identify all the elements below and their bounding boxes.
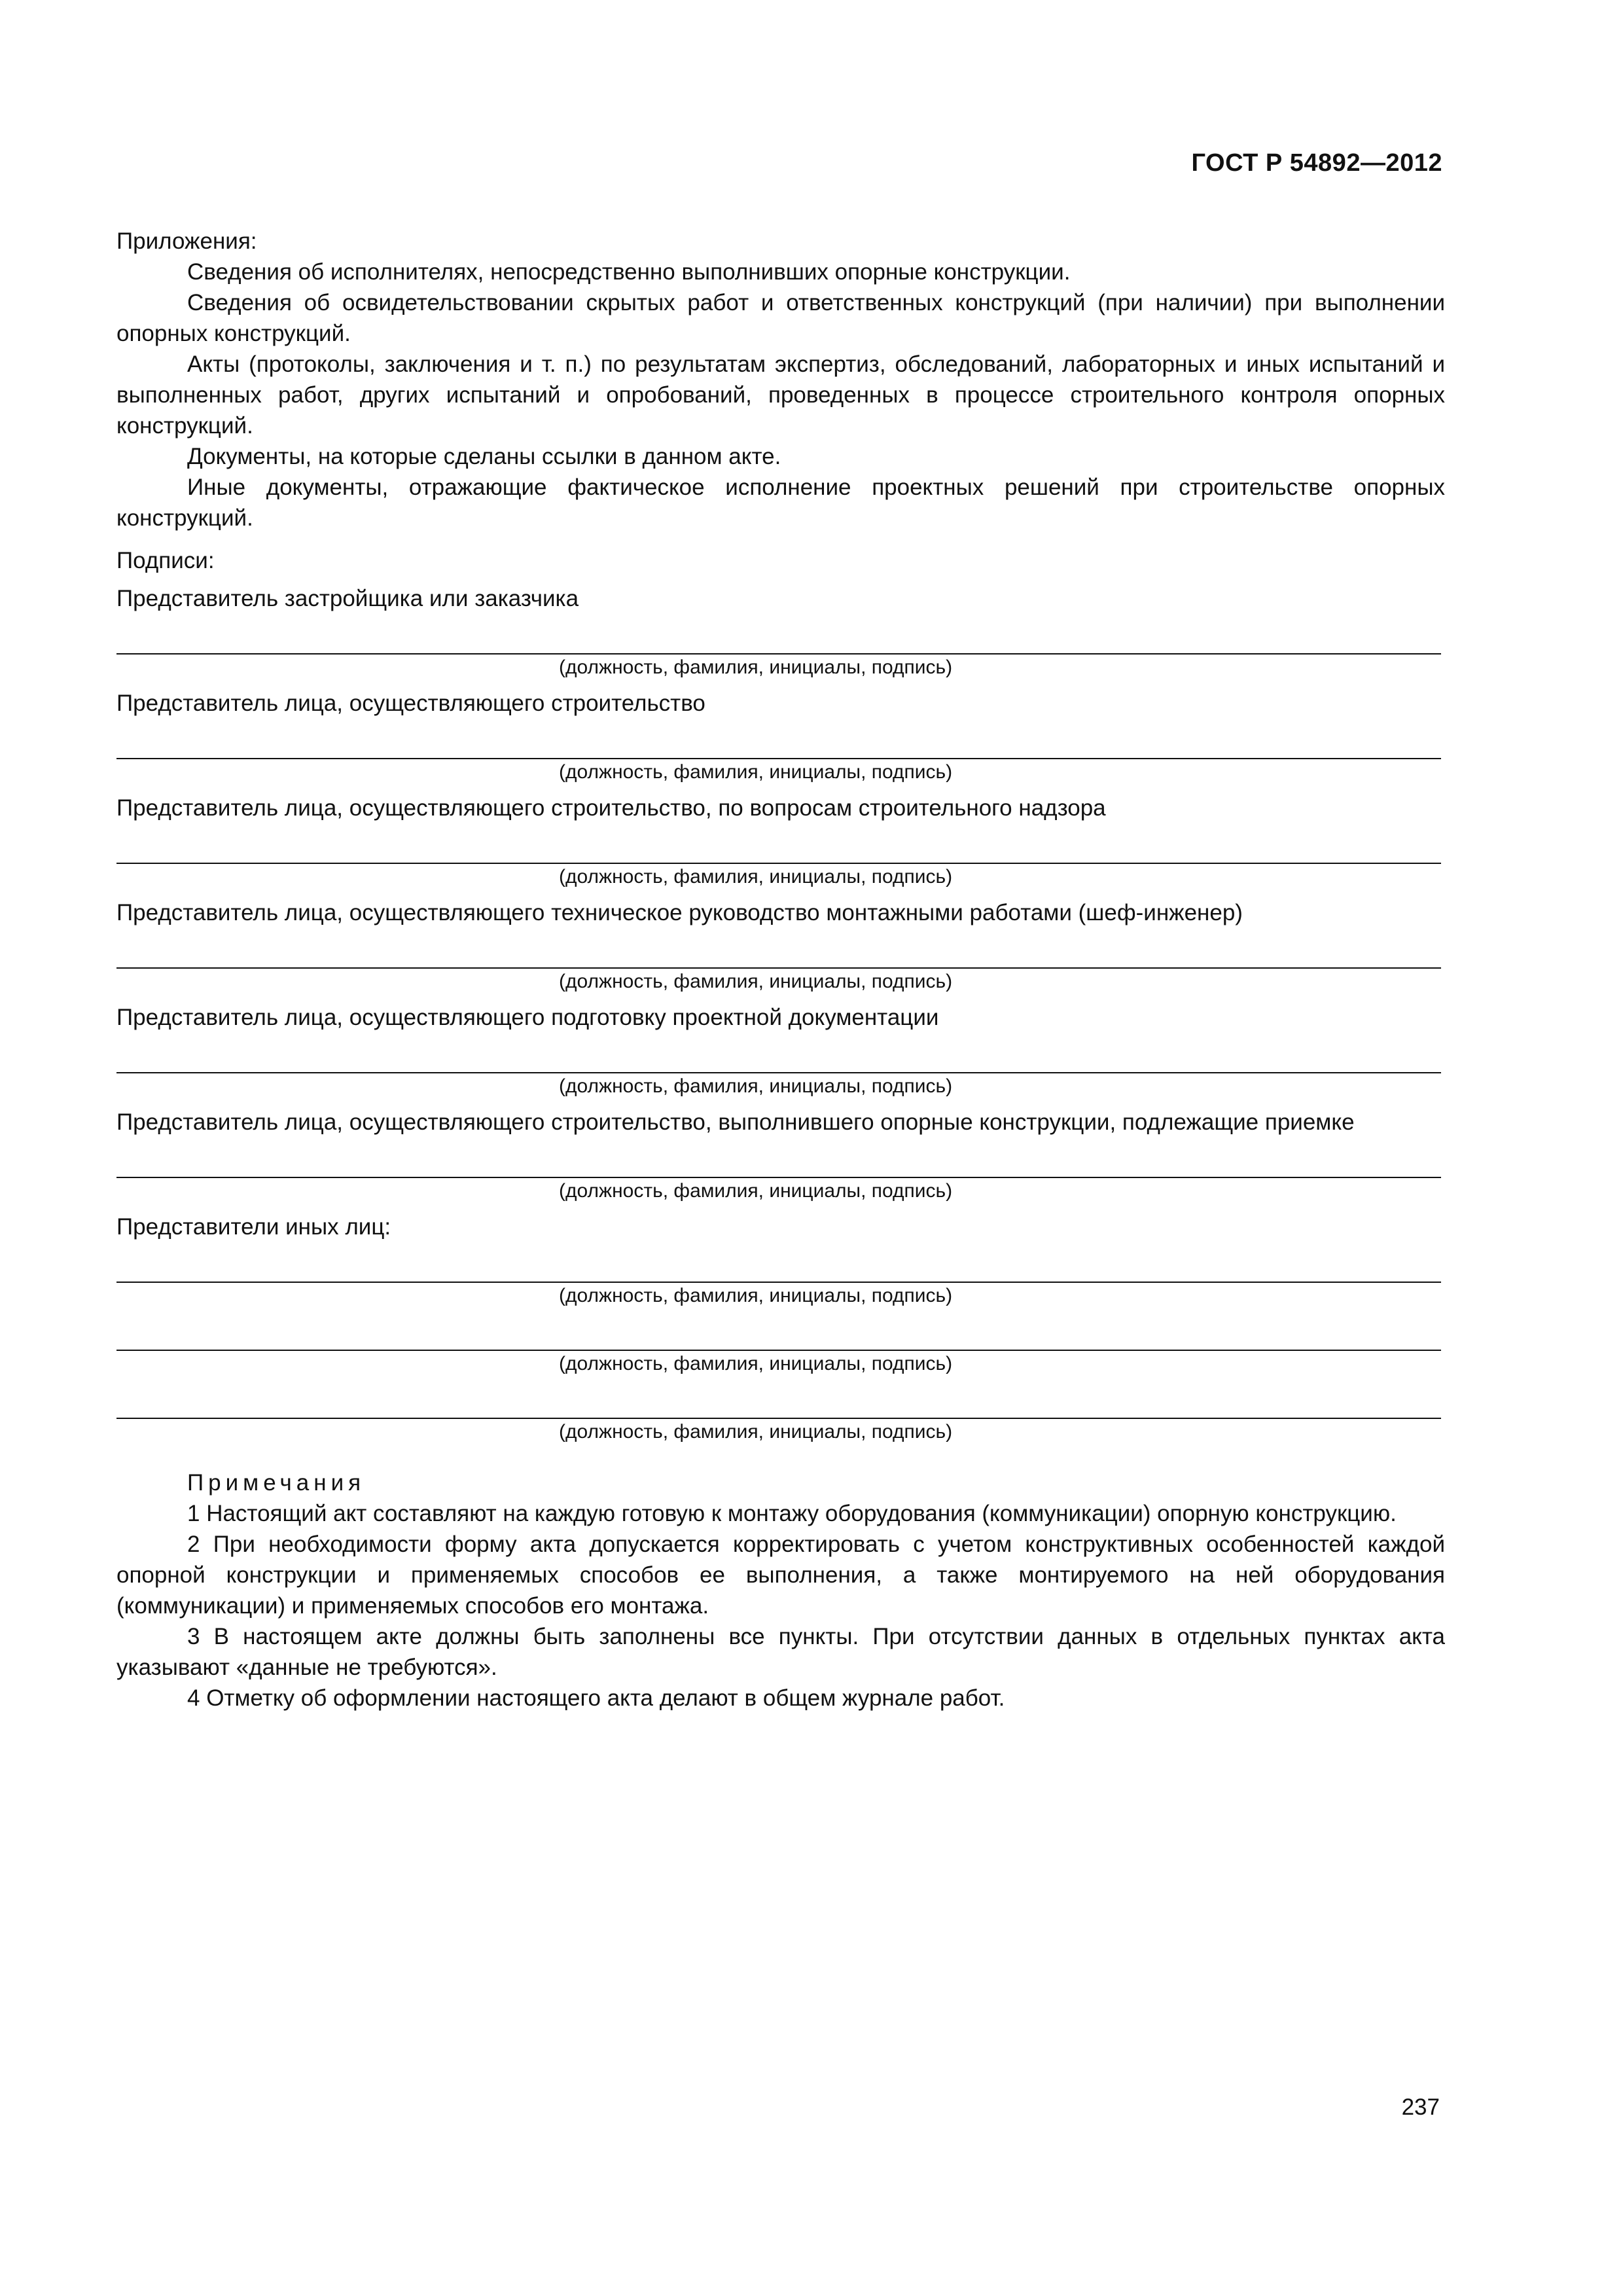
signature-block-others bbox=[116, 1211, 1445, 1445]
signature-line bbox=[116, 1384, 1441, 1419]
signature-block bbox=[116, 688, 1445, 785]
signature-line bbox=[116, 1242, 1441, 1283]
appendix-item: Сведения об освидетельствовании скрытых работ и ответственных конструкций (при наличии) при выполнении опорных конструкций. bbox=[116, 290, 1445, 346]
appendix-item: Иные документы, отражающие фактическое исполнение проектных решений при строительстве опорных конструкций. bbox=[116, 475, 1445, 531]
representative-label: Представитель лица, осуществляющего строительство, по вопросам строительного надзора bbox=[116, 795, 1106, 821]
signature-block bbox=[116, 1002, 1445, 1100]
doc-code-header: ГОСТ Р 54892—2012 bbox=[1191, 149, 1442, 177]
signature-block bbox=[116, 1107, 1445, 1204]
appendix-item: Акты (протоколы, заключения и т. п.) по результатам экспертиз, обследований, лабораторных и иных испытаний и выполненных работ, других испытаний и опробований, проведенных в процессе строительного контроля опорных конструкций. bbox=[116, 351, 1445, 439]
signature-line bbox=[116, 1316, 1441, 1351]
signature-line bbox=[116, 1033, 1441, 1073]
signatures-title: Подписи: bbox=[116, 548, 215, 573]
note-item: 1 Настоящий акт составляют на каждую готовую к монтажу оборудования (коммуникации) опорную конструкцию. bbox=[187, 1501, 1397, 1526]
signature-block bbox=[116, 583, 1445, 681]
representative-label: Представитель застройщика или заказчика bbox=[116, 586, 579, 611]
signature-caption: (должность, фамилия, инициалы, подпись) bbox=[559, 1180, 953, 1202]
appendix-section bbox=[116, 226, 1445, 533]
signature-caption: (должность, фамилия, инициалы, подпись) bbox=[559, 761, 953, 783]
appendix-item: Документы, на которые сделаны ссылки в данном акте. bbox=[187, 444, 781, 469]
signature-caption: (должность, фамилия, инициалы, подпись) bbox=[559, 971, 953, 992]
signature-caption: (должность, фамилия, инициалы, подпись) bbox=[559, 1421, 953, 1443]
signature-line bbox=[116, 719, 1441, 759]
signature-line bbox=[116, 1138, 1441, 1178]
representative-label: Представитель лица, осуществляющего техническое руководство монтажными работами (шеф-инженер) bbox=[116, 900, 1243, 925]
representative-label: Представитель лица, осуществляющего подготовку проектной документации bbox=[116, 1005, 939, 1030]
signature-caption: (должность, фамилия, инициалы, подпись) bbox=[559, 1075, 953, 1097]
note-item: 4 Отметку об оформлении настоящего акта делают в общем журнале работ. bbox=[187, 1685, 1005, 1711]
signature-caption: (должность, фамилия, инициалы, подпись) bbox=[559, 1353, 953, 1374]
signature-line bbox=[116, 614, 1441, 655]
signature-caption: (должность, фамилия, инициалы, подпись) bbox=[559, 1285, 953, 1306]
signature-line bbox=[116, 823, 1441, 864]
signature-caption: (должность, фамилия, инициалы, подпись) bbox=[559, 656, 953, 678]
note-item: 2 При необходимости форму акта допускается корректировать с учетом конструктивных особенностей каждой опорной конструкции и применяемых способов ее выполнения, а также монтируемого на ней оборудования (коммуникации) и применяемых способов его монтажа. bbox=[116, 1532, 1445, 1619]
representative-label: Представитель лица, осуществляющего строительство bbox=[116, 691, 705, 716]
notes-title: Примечания bbox=[187, 1470, 366, 1496]
others-label: Представители иных лиц: bbox=[116, 1214, 391, 1240]
document-body bbox=[116, 226, 1445, 1713]
appendix-title: Приложения: bbox=[116, 228, 257, 254]
signature-block bbox=[116, 897, 1445, 995]
note-item: 3 В настоящем акте должны быть заполнены все пункты. При отсутствии данных в отдельных пунктах акта указывают «данные не требуются». bbox=[116, 1624, 1445, 1680]
signature-line bbox=[116, 928, 1441, 969]
signatures-section bbox=[116, 545, 1445, 1445]
notes-section bbox=[116, 1467, 1445, 1713]
appendix-item: Сведения об исполнителях, непосредственно выполнивших опорные конструкции. bbox=[187, 259, 1071, 285]
representative-label: Представитель лица, осуществляющего строительство, выполнившего опорные конструкции, подлежащие приемке bbox=[116, 1109, 1355, 1135]
page-number: 237 bbox=[1401, 2094, 1440, 2120]
signature-caption: (должность, фамилия, инициалы, подпись) bbox=[559, 866, 953, 888]
signature-block bbox=[116, 793, 1445, 890]
